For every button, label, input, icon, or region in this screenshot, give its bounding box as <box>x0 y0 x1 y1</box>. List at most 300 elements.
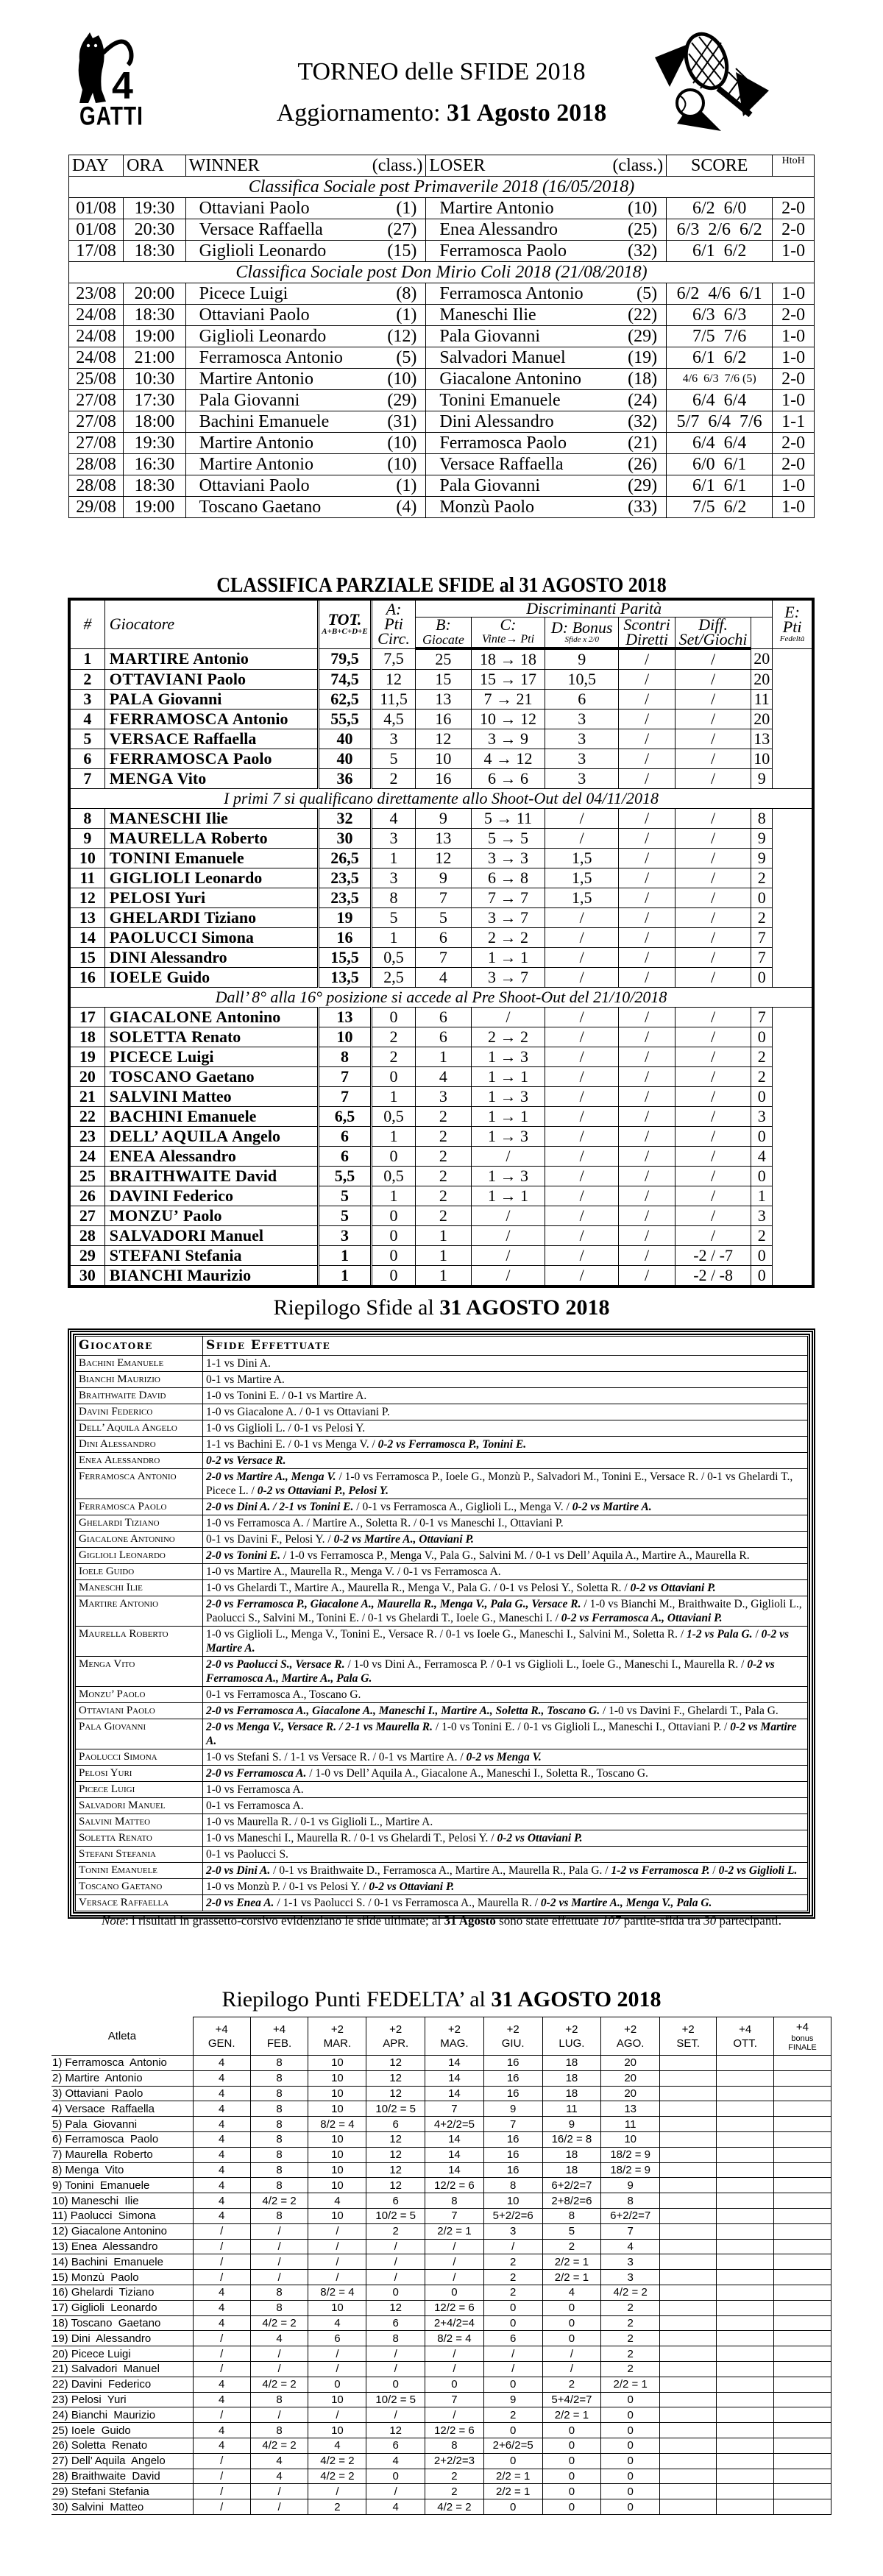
fedelta-value: 4 <box>193 2208 250 2223</box>
match-score: 6/1 6/2 <box>667 241 773 262</box>
fedelta-value <box>660 2178 717 2193</box>
fedelta-value: 4 <box>193 2193 250 2209</box>
player-name: Yuri <box>174 888 206 907</box>
standing-tot: 6 <box>319 1147 372 1167</box>
standing-player <box>104 968 318 988</box>
fedelta-value <box>717 2346 773 2362</box>
result-completed: 2-0 vs Dini A. / 2-1 vs Tonini E. <box>206 1501 354 1513</box>
fedelta-value <box>773 2285 831 2300</box>
sfide-player: Soletta Renato <box>76 1830 203 1847</box>
fedelta-value <box>717 2117 773 2132</box>
standing-diff: / <box>675 809 751 829</box>
fedelta-value <box>773 2208 831 2223</box>
fedelta-value: 12 <box>366 2086 425 2101</box>
standing-scontri: / <box>619 1167 675 1186</box>
fedelta-value: 2 <box>601 2346 660 2362</box>
fedelta-value: 0 <box>483 2423 542 2438</box>
result: 1-0 vs Martire A., Maurella R., Menga V. / 0-1 vs Ferramosca A. <box>206 1565 501 1578</box>
match-winner-class: (1) <box>367 475 425 497</box>
fedelta-value: 0 <box>542 2438 601 2453</box>
fedelta-value <box>660 2101 717 2117</box>
standing-pos: 25 <box>69 1167 104 1186</box>
standing-diff: / <box>675 1107 751 1127</box>
standing-c: 4 → 12 <box>471 749 545 769</box>
fedelta-value: 4 <box>250 2453 308 2469</box>
standing-c: 5 → 5 <box>471 829 545 849</box>
fedelta-value: 0 <box>542 2499 601 2515</box>
standing-scontri: / <box>619 769 675 789</box>
standing-diff: -2 / -8 <box>675 1266 751 1287</box>
standing-c: 1 → 3 <box>471 1087 545 1107</box>
standing-player <box>104 1008 318 1027</box>
fedelta-value: / <box>542 2361 601 2377</box>
standing-e: 7 <box>751 928 773 948</box>
col-month <box>542 2017 601 2056</box>
sfide-row <box>76 1437 808 1453</box>
tennis-racket-ball-icon <box>648 28 773 131</box>
fedelta-value: 0 <box>483 2300 542 2315</box>
gatti-logo-text: GATTI <box>79 102 143 130</box>
standing-b: 5 <box>416 908 472 928</box>
standing-d: / <box>545 1147 619 1167</box>
fedelta-athlete: 29) Stefani Stefania <box>52 2484 193 2499</box>
fedelta-value: 4/2 = 2 <box>250 2193 308 2209</box>
fedelta-value: 14 <box>425 2056 484 2071</box>
player-surname: GIACALONE <box>109 1008 213 1027</box>
fedelta-value <box>773 2056 831 2071</box>
fedelta-row <box>52 2499 831 2515</box>
fedelta-value: 4 <box>193 2070 250 2086</box>
fedelta-value: 6 <box>366 2315 425 2331</box>
fedelta-value <box>660 2346 717 2362</box>
match-winner: Ferramosca Antonio <box>185 347 367 369</box>
fedelta-value <box>773 2101 831 2117</box>
month-points: +4 <box>273 2023 286 2036</box>
match-htoh: 1-0 <box>773 390 815 411</box>
fedelta-row <box>52 2407 831 2423</box>
standing-e: 9 <box>751 769 773 789</box>
standing-d: 1,5 <box>545 888 619 908</box>
player-surname: PICECE <box>109 1047 173 1066</box>
fedelta-value: 8 <box>250 2070 308 2086</box>
standing-a: 12 <box>371 670 415 690</box>
standing-c: 3 → 9 <box>471 729 545 749</box>
result: 0-1 vs Ferramosca A. <box>206 1800 304 1812</box>
match-score: 6/4 6/4 <box>667 433 773 454</box>
fedelta-value: 16 <box>483 2162 542 2178</box>
standing-d: / <box>545 829 619 849</box>
fedelta-value: 9 <box>601 2178 660 2193</box>
fedelta-value: / <box>366 2239 425 2254</box>
standing-b: 4 <box>416 968 472 988</box>
result: / 1-0 vs Tonini E. / 0-1 vs Giglioli L., Maneschi I., Ottaviani P. / <box>433 1721 731 1733</box>
fedelta-value: 4 <box>366 2453 425 2469</box>
standing-a: 2 <box>371 1047 415 1067</box>
standing-diff: / <box>675 1147 751 1167</box>
standing-e: 3 <box>751 1107 773 1127</box>
standing-c: 18 → 18 <box>471 648 545 670</box>
fedelta-value <box>717 2438 773 2453</box>
match-row <box>69 433 815 454</box>
match-time: 19:30 <box>124 198 185 219</box>
player-name: Renato <box>191 1027 241 1047</box>
match-winner: Martire Antonio <box>185 433 367 454</box>
standing-row <box>69 769 813 789</box>
match-winner: Martire Antonio <box>185 454 367 475</box>
match-day: 24/08 <box>69 326 124 347</box>
match-htoh: 2-0 <box>773 305 815 326</box>
update-label: Aggiornamento: <box>276 99 441 127</box>
result: / 0-1 vs Ferramosca A., Giglioli L., Menga V. / <box>353 1501 572 1513</box>
fedelta-value: 18/2 = 9 <box>601 2147 660 2162</box>
fedelta-value: 14 <box>425 2162 484 2178</box>
fedelta-value: 4/2 = 2 <box>425 2499 484 2515</box>
standing-diff: -2 / -7 <box>675 1246 751 1266</box>
sfide-results <box>203 1356 808 1372</box>
standing-player <box>104 1167 318 1186</box>
fedelta-value: 4 <box>193 2392 250 2407</box>
fedelta-value <box>717 2101 773 2117</box>
fedelta-value: 12 <box>366 2423 425 2438</box>
fedelta-value: 4 <box>601 2239 660 2254</box>
fedelta-value <box>773 2086 831 2101</box>
fedelta-value: 2/2 = 1 <box>483 2469 542 2484</box>
fedelta-value: 12 <box>366 2131 425 2147</box>
standing-pos: 22 <box>69 1107 104 1127</box>
result-completed: 1-2 vs Pala G. <box>687 1628 753 1641</box>
fedelta-value <box>773 2361 831 2377</box>
match-day: 01/08 <box>69 198 124 219</box>
fedelta-value: 4 <box>193 2285 250 2300</box>
result: 0-1 vs Martire A. <box>206 1373 285 1386</box>
standing-player <box>104 1087 318 1107</box>
fedelta-athlete: 30) Salvini Matteo <box>52 2499 193 2515</box>
fedelta-value: 0 <box>601 2484 660 2499</box>
standing-player <box>104 1067 318 1087</box>
standing-a: 11,5 <box>371 690 415 710</box>
fedelta-value <box>717 2484 773 2499</box>
fedelta-value: 4 <box>193 2377 250 2392</box>
standing-scontri: / <box>619 908 675 928</box>
match-htoh: 1-0 <box>773 497 815 518</box>
standing-b: 1 <box>416 1266 472 1287</box>
standing-a: 1 <box>371 849 415 868</box>
month-points: +2 <box>565 2023 578 2036</box>
fedelta-row <box>52 2254 831 2270</box>
match-time: 18:30 <box>124 475 185 497</box>
fedelta-value: 8 <box>250 2117 308 2132</box>
fedelta-value: 2+6/2=5 <box>483 2438 542 2453</box>
fedelta-value <box>773 2131 831 2147</box>
standing-d: 1,5 <box>545 849 619 868</box>
fedelta-value: 6 <box>483 2331 542 2346</box>
fedelta-value: / <box>193 2469 250 2484</box>
result-completed: 0-2 vs Martire A., Ottaviani P. <box>333 1533 474 1546</box>
match-htoh: 2-0 <box>773 198 815 219</box>
match-htoh: 2-0 <box>773 454 815 475</box>
sfide-row <box>76 1687 808 1703</box>
result: / 1-0 vs Davini F., Ghelardi T., Pala G. <box>600 1705 779 1717</box>
standing-d: / <box>545 1186 619 1206</box>
col-day: DAY <box>69 155 124 177</box>
match-row <box>69 305 815 326</box>
match-htoh: 1-0 <box>773 241 815 262</box>
standing-tot: 55,5 <box>319 710 372 729</box>
fedelta-value: 0 <box>542 2315 601 2331</box>
fedelta-value: / <box>308 2239 366 2254</box>
fedelta-value: / <box>250 2254 308 2270</box>
standing-player <box>104 690 318 710</box>
standing-row <box>69 1246 813 1266</box>
standing-a: 8 <box>371 888 415 908</box>
standing-c: 1 → 3 <box>471 1047 545 1067</box>
standing-c: / <box>471 1206 545 1226</box>
player-surname: PALA <box>109 690 155 709</box>
fedelta-value: / <box>425 2346 484 2362</box>
fedelta-value: 14 <box>425 2131 484 2147</box>
fedelta-value: 0 <box>601 2392 660 2407</box>
fedelta-value: 4 <box>308 2315 366 2331</box>
sfide-row <box>76 1404 808 1420</box>
sfide-player: Bachini Emanuele <box>76 1356 203 1372</box>
fedelta-value: 0 <box>542 2300 601 2315</box>
fedelta-row <box>52 2070 831 2086</box>
match-day: 27/08 <box>69 433 124 454</box>
fedelta-value: 8 <box>483 2178 542 2193</box>
fedelta-value <box>660 2117 717 2132</box>
month-label: FEB. <box>266 2037 292 2050</box>
standing-e: 2 <box>751 868 773 888</box>
fedelta-value: 12 <box>366 2178 425 2193</box>
match-time: 16:30 <box>124 454 185 475</box>
result: / 1-0 vs Dini A., Ferramosca P. / 0-1 vs Giglioli L., Ioele G., Maneschi I., Maurella R. / <box>344 1658 748 1671</box>
standing-player <box>104 749 318 769</box>
fedelta-value: 0 <box>601 2423 660 2438</box>
player-surname: MONZU’ <box>109 1206 180 1225</box>
fedelta-row <box>52 2223 831 2239</box>
fedelta-value <box>660 2162 717 2178</box>
standing-player <box>104 1186 318 1206</box>
matches-body <box>69 177 815 518</box>
fedelta-value: 7 <box>425 2392 484 2407</box>
standing-pos: 11 <box>69 868 104 888</box>
fedelta-value: 8 <box>250 2392 308 2407</box>
standing-player <box>104 1206 318 1226</box>
standing-pos: 16 <box>69 968 104 988</box>
player-name: Vito <box>177 769 207 788</box>
col-winner-class: (class.) <box>367 155 425 177</box>
fedelta-value: 4 <box>308 2438 366 2453</box>
player-surname: VERSACE <box>109 729 190 749</box>
standing-e: 1 <box>751 1186 773 1206</box>
result-completed: 2-0 vs Martire A., Menga V. <box>206 1471 336 1483</box>
month-label: MAR. <box>323 2037 352 2050</box>
fedelta-value: 8 <box>250 2147 308 2162</box>
col-loser: LOSER <box>426 155 608 177</box>
standing-player <box>104 729 318 749</box>
fedelta-value: / <box>366 2407 425 2423</box>
match-time: 19:00 <box>124 497 185 518</box>
fedelta-value: 16 <box>483 2147 542 2162</box>
player-name: Manuel <box>210 1226 264 1245</box>
fedelta-value: 8 <box>250 2208 308 2223</box>
fedelta-value: / <box>308 2223 366 2239</box>
sfide-player: Versace Raffaella <box>76 1895 203 1911</box>
standing-row <box>69 809 813 829</box>
match-winner: Ottaviani Paolo <box>185 305 367 326</box>
fedelta-value <box>660 2254 717 2270</box>
standing-a: 5 <box>371 749 415 769</box>
standing-pos: 27 <box>69 1206 104 1226</box>
standing-tot: 16 <box>319 928 372 948</box>
update-date: 31 Agosto 2018 <box>447 99 607 127</box>
match-loser: Monzù Paolo <box>426 497 608 518</box>
player-surname: STEFANI <box>109 1246 181 1265</box>
month-points: +4 <box>739 2023 752 2036</box>
standing-d: / <box>545 1008 619 1027</box>
match-row <box>69 198 815 219</box>
col-month <box>483 2017 542 2056</box>
player-name: Antonio <box>193 649 249 668</box>
header-titles <box>221 57 662 128</box>
standing-row <box>69 670 813 690</box>
fedelta-value: 4 <box>250 2469 308 2484</box>
fedelta-value: / <box>542 2346 601 2362</box>
matches-header-row <box>69 155 815 177</box>
fedelta-athlete: 7) Maurella Roberto <box>52 2147 193 2162</box>
standing-pos: 26 <box>69 1186 104 1206</box>
result-completed: 0-2 vs Ferramosca P., Tonini E. <box>377 1438 527 1451</box>
match-winner-class: (29) <box>367 390 425 411</box>
col-month <box>717 2017 773 2056</box>
fedelta-value: 12/2 = 6 <box>425 2423 484 2438</box>
standing-d: 3 <box>545 729 619 749</box>
standing-c: / <box>471 1147 545 1167</box>
fedelta-value <box>773 2239 831 2254</box>
sfide-row <box>76 1766 808 1782</box>
standing-row <box>69 1067 813 1087</box>
sfide-row <box>76 1782 808 1798</box>
fedelta-value: 4 <box>193 2300 250 2315</box>
col-a: A: Pti Circ. <box>371 599 415 648</box>
standing-pos: 15 <box>69 948 104 968</box>
player-name: Raffaella <box>193 729 257 749</box>
sfide-row <box>76 1798 808 1814</box>
fedelta-value: / <box>193 2453 250 2469</box>
standing-d: 6 <box>545 690 619 710</box>
standing-e: 9 <box>751 849 773 868</box>
standing-scontri: / <box>619 1027 675 1047</box>
fedelta-value <box>660 2315 717 2331</box>
standing-row <box>69 928 813 948</box>
player-surname: TONINI <box>109 849 171 868</box>
standing-scontri: / <box>619 1186 675 1206</box>
fedelta-athlete: 28) Braithwaite David <box>52 2469 193 2484</box>
match-htoh: 1-0 <box>773 326 815 347</box>
sfide-results <box>203 1469 808 1499</box>
standing-c: 3 → 3 <box>471 849 545 868</box>
sfide-row <box>76 1847 808 1863</box>
sfide-row <box>76 1879 808 1895</box>
standing-e: 2 <box>751 1067 773 1087</box>
standing-b: 13 <box>416 690 472 710</box>
fedelta-value: 0 <box>483 2453 542 2469</box>
sfide-results <box>203 1847 808 1863</box>
standing-player <box>104 710 318 729</box>
fedelta-value <box>717 2499 773 2515</box>
match-loser: Maneschi Ilie <box>426 305 608 326</box>
fedelta-value: 10 <box>308 2162 366 2178</box>
sfide-results <box>203 1766 808 1782</box>
fedelta-value: 10 <box>483 2193 542 2209</box>
fedelta-row <box>52 2392 831 2407</box>
fedelta-value <box>717 2407 773 2423</box>
standing-d: 3 <box>545 710 619 729</box>
fedelta-value: 12/2 = 6 <box>425 2178 484 2193</box>
col-tot: TOT. A+B+C+D+E <box>319 599 372 648</box>
sfide-results <box>203 1453 808 1469</box>
standing-c: / <box>471 1226 545 1246</box>
sfide-player: Dini Alessandro <box>76 1437 203 1453</box>
player-name: Alessandro <box>149 948 227 967</box>
match-day: 23/08 <box>69 283 124 305</box>
fedelta-row <box>52 2285 831 2300</box>
fedelta-value <box>660 2438 717 2453</box>
match-htoh: 1-1 <box>773 411 815 433</box>
fedelta-row <box>52 2469 831 2484</box>
match-htoh: 1-0 <box>773 475 815 497</box>
standing-d: / <box>545 809 619 829</box>
standing-e: 8 <box>751 809 773 829</box>
match-winner: Picece Luigi <box>185 283 367 305</box>
sfide-results <box>203 1548 808 1564</box>
sfide-player: Ferramosca Paolo <box>76 1499 203 1515</box>
fedelta-value: 8 <box>425 2193 484 2209</box>
section-title: Classifica Sociale post Don Mirio Coli 2018 (21/08/2018) <box>69 262 815 283</box>
standing-b: 12 <box>416 729 472 749</box>
fedelta-athlete: 13) Enea Alessandro <box>52 2239 193 2254</box>
standing-diff: / <box>675 849 751 868</box>
fedelta-value: / <box>193 2499 250 2515</box>
fedelta-value: 8 <box>425 2438 484 2453</box>
standing-d: / <box>545 1226 619 1246</box>
standing-pos: 18 <box>69 1027 104 1047</box>
fedelta-value: 0 <box>425 2285 484 2300</box>
match-loser: Versace Raffaella <box>426 454 608 475</box>
sfide-player: Dell’ Aquila Angelo <box>76 1420 203 1437</box>
standing-b: 12 <box>416 849 472 868</box>
standing-tot: 10 <box>319 1027 372 1047</box>
fedelta-value: 4 <box>193 2117 250 2132</box>
fedelta-value <box>773 2407 831 2423</box>
standing-diff: / <box>675 868 751 888</box>
svg-text:4: 4 <box>112 65 133 107</box>
sfide-row <box>76 1469 808 1499</box>
standing-a: 0 <box>371 1008 415 1027</box>
standing-e: 13 <box>751 729 773 749</box>
fedelta-value: 2/2 = 1 <box>483 2484 542 2499</box>
sfide-row <box>76 1372 808 1388</box>
result: / 1-1 vs Paolucci S. / 0-1 vs Ferramosca A., Maurella R. / <box>274 1897 541 1909</box>
standing-diff: / <box>675 670 751 690</box>
player-surname: FERRAMOSCA <box>109 710 230 729</box>
fedelta-row <box>52 2117 831 2132</box>
standing-tot: 6,5 <box>319 1107 372 1127</box>
standing-e: 0 <box>751 1087 773 1107</box>
standing-scontri: / <box>619 809 675 829</box>
standing-c: 1 → 3 <box>471 1167 545 1186</box>
fedelta-value: 9 <box>483 2392 542 2407</box>
